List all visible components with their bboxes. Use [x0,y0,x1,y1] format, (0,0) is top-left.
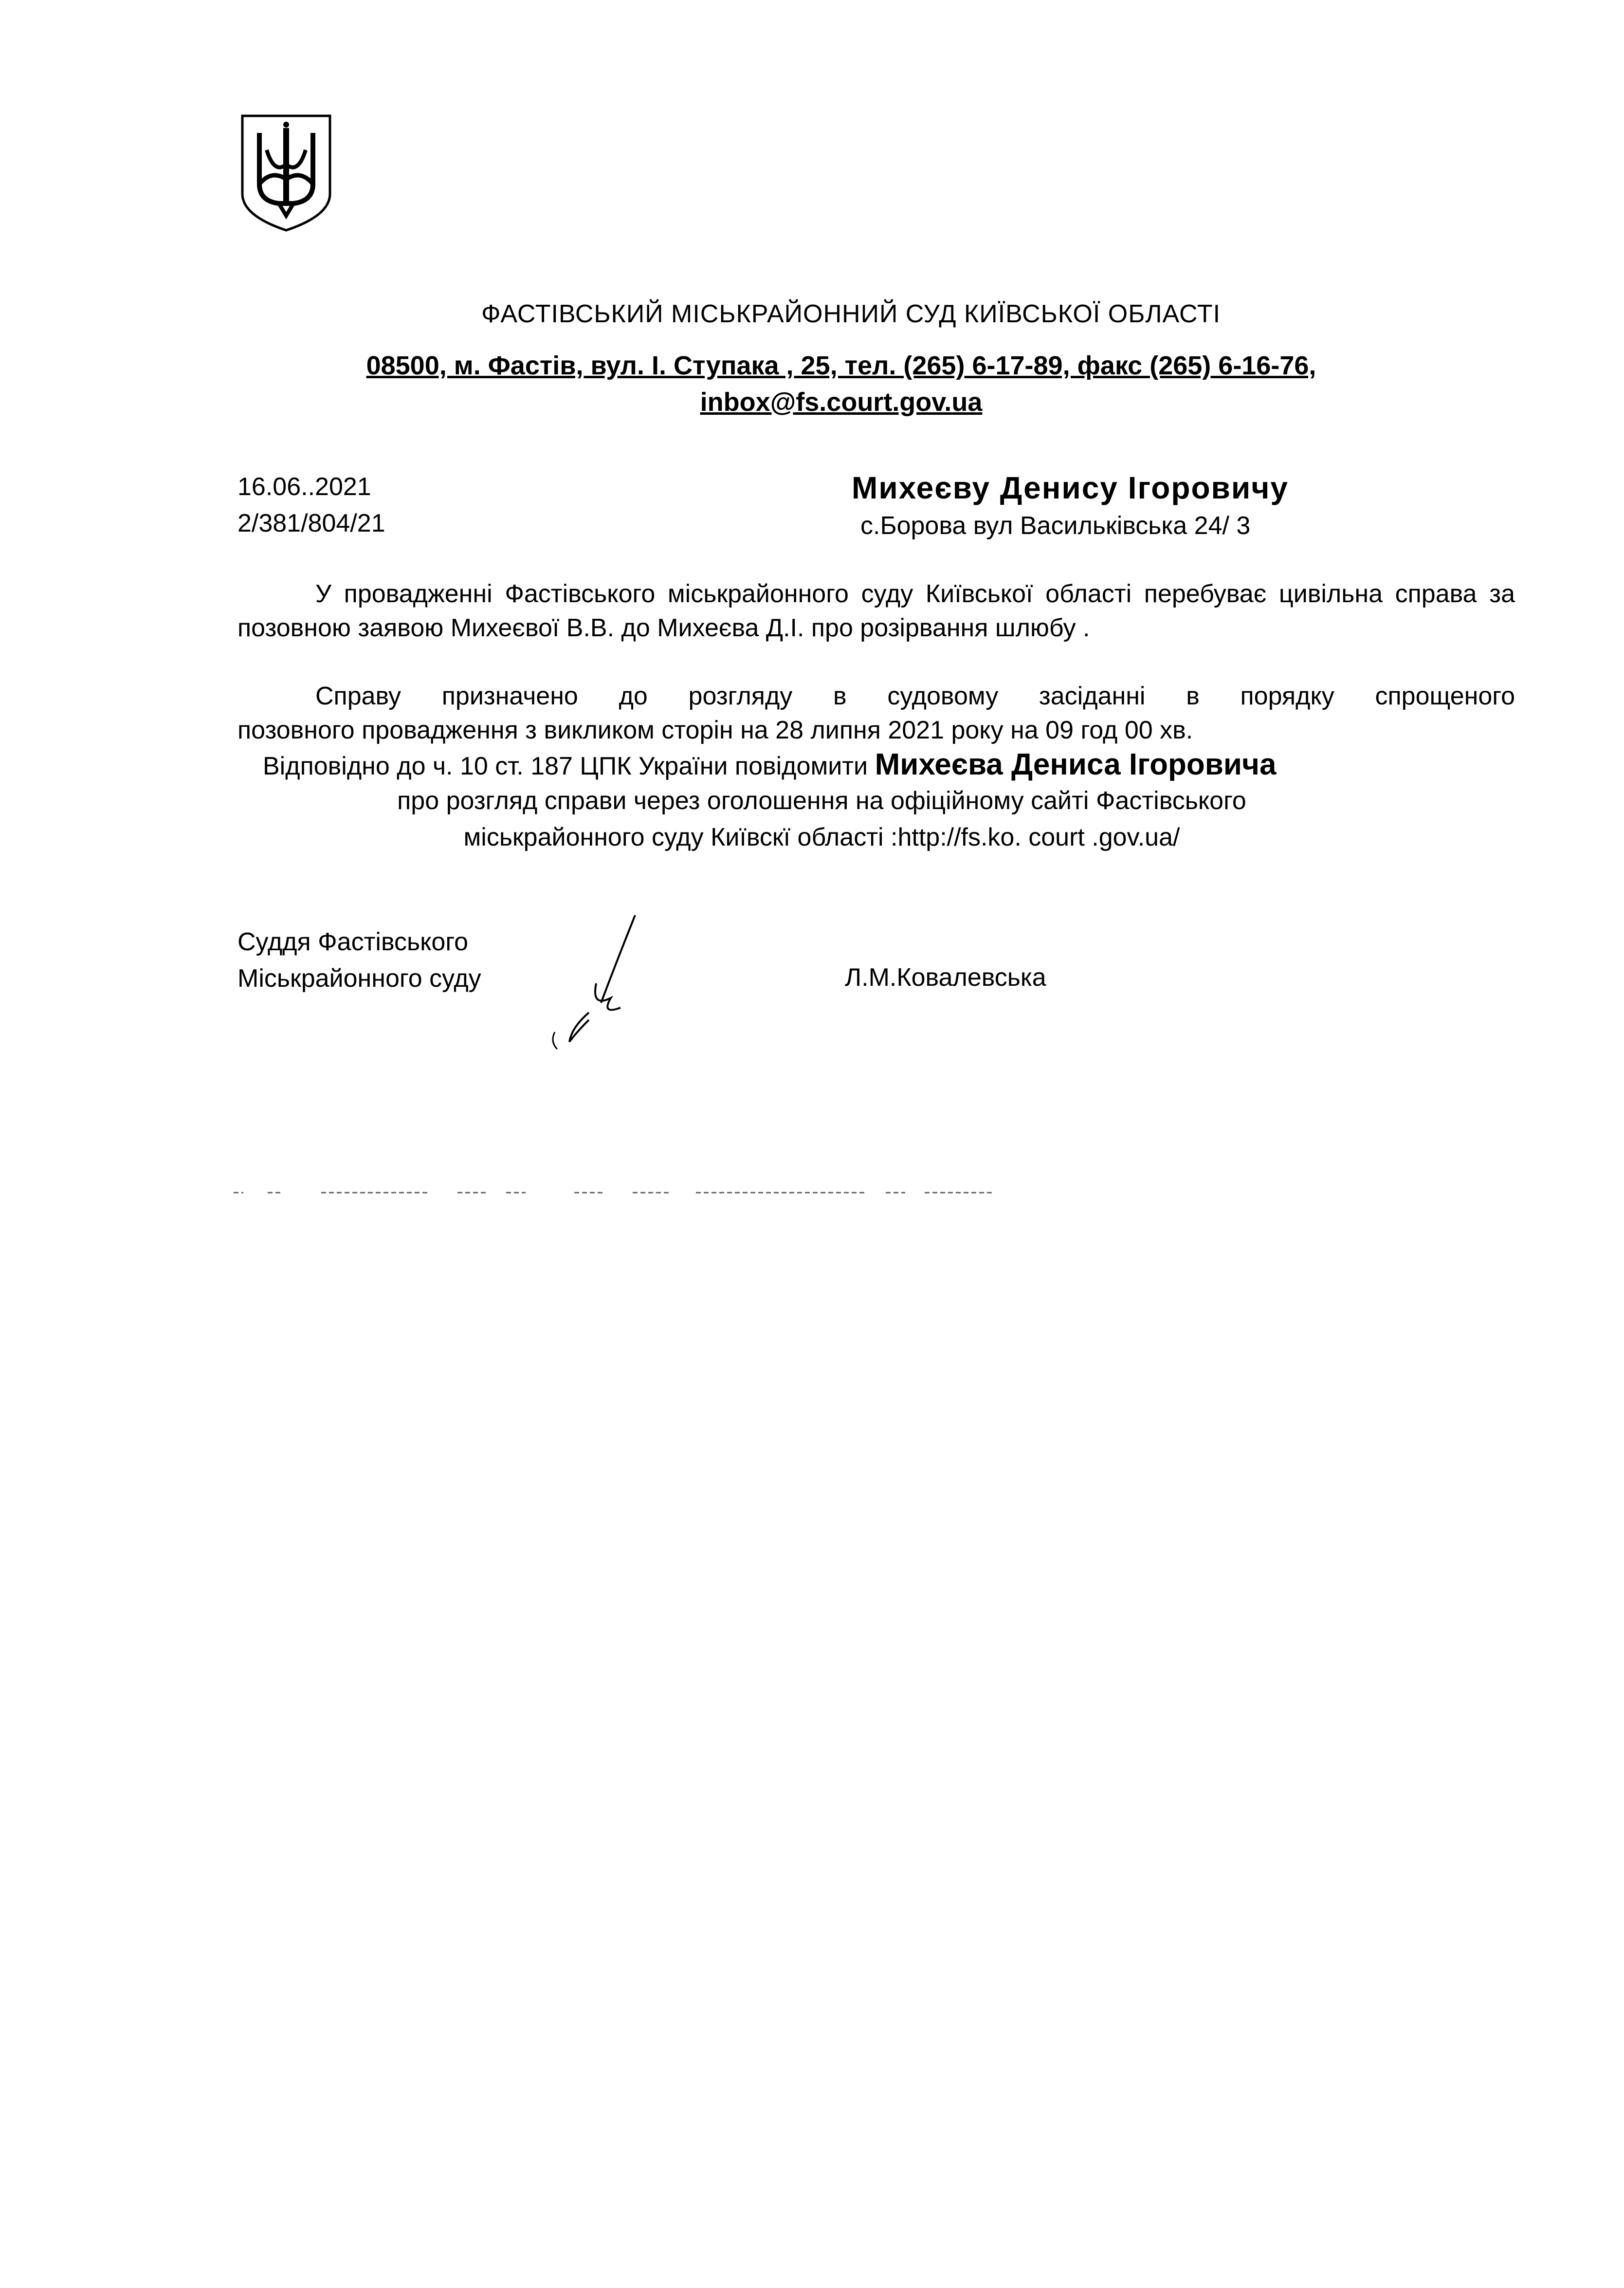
court-name: ФАСТІВСЬКИЙ МІСЬКРАЙОННИЙ СУД КИЇВСЬКОЇ ОБЛАСТІ [481,300,1221,328]
paragraph-hearing-line1: Справу призначено до розгляду в судовому засіданні в порядку спрощеного [315,682,1515,710]
court-email[interactable]: inbox@fs.court.gov. [700,387,952,417]
recipient-address: с.Борова вул Васильківська 24/ 3 [860,512,1251,540]
judge-title-line2: Міськрайонного суду [237,964,481,993]
judge-name: Л.М.Ковалевська [845,963,1046,992]
scan-artifact-line [234,1188,993,1198]
judge-title-line1: Суддя Фастівського [237,928,469,956]
court-email-line [0,387,1624,417]
paragraph-case-info: У провадженні Фастівського міськрайонного суду Київської області перебуває цивільна справа за позовною заявою Михеєвої В.В. до Михеєва Д.І. про розірвання шлюбу . [237,580,1515,642]
document-date: 16.06..2021 [237,473,371,501]
notice-defendant-name: Михеєва Дениса Ігоровича [875,748,1277,781]
tryzub-coat-of-arms-icon [237,111,335,233]
notice-prefix: Відповідно до ч. 10 ст. 187 ЦПК України повідомити [263,752,868,780]
paragraph-notice-line2: про розгляд справи через оголошення на офіційному сайті Фастівського [397,787,1246,815]
handwritten-signature-icon [543,910,655,1052]
court-email-tail: ua [951,387,983,417]
case-number: 2/381/804/21 [237,509,385,537]
court-address: 08500, м. Фастів, вул. І. Ступака , 25, тел. (265) 6-17-89, факс (265) 6-16-76, [366,351,1316,380]
paragraph-notice-line3: міськрайонного суду Київскї області :http://fs.ko. court .gov.ua/ [463,823,1180,851]
paragraph-hearing-line2: позовного провадження з викликом сторін на 28 липня 2021 року на 09 год 00 хв. [237,716,1193,744]
recipient-name: Михеєву Денису Ігоровичу [852,470,1289,505]
paragraph-notice-line1 [263,747,1276,782]
